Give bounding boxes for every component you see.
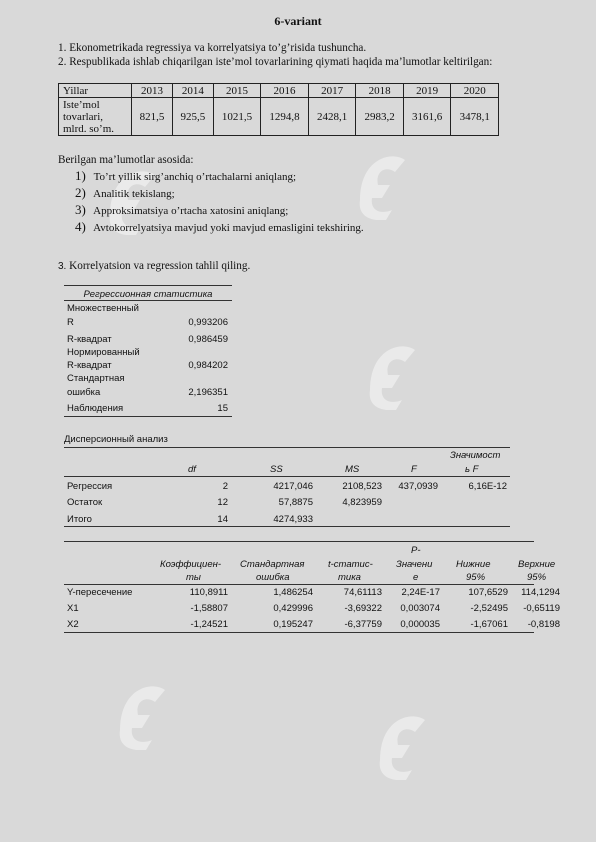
table-cell: -1,67061 (470, 619, 508, 630)
given-text: Berilgan ma’lumotlar asosida: (58, 154, 194, 166)
column-header: е (413, 572, 419, 583)
question-3 (58, 260, 250, 272)
table-cell: 12 (217, 497, 228, 508)
list-item (75, 218, 364, 235)
table-cell: 2,24E-17 (401, 587, 440, 598)
table-cell: 2 (222, 481, 228, 492)
table-cell: 110,8911 (189, 587, 228, 598)
table-cell: 107,6529 (468, 587, 508, 598)
question-1: 1. Ekonometrikada regressiya va korrelyatsiya to’g’risida tushuncha. (58, 42, 367, 54)
column-header: ошибка (256, 572, 290, 583)
task-text: Avtokorrelyatsiya mavjud yoki mavjud emasligini tekshiring. (93, 222, 364, 234)
stat-value: 0,993206 (188, 317, 228, 328)
table-cell: -6,37759 (344, 619, 382, 630)
table-cell: -0,8198 (527, 619, 560, 630)
stat-label: R-квадрат (67, 334, 112, 345)
table-value: 2983,2 (356, 98, 404, 136)
table-year: 2016 (261, 84, 309, 98)
table-cell: 4,823959 (342, 497, 382, 508)
table-cell: 0,000035 (400, 619, 440, 630)
table-cell: -1,58807 (190, 603, 228, 614)
task-list (75, 167, 364, 235)
table-value: 1021,5 (213, 98, 261, 136)
table-value: 821,5 (132, 98, 173, 136)
soff-logo-icon (110, 670, 180, 750)
table-row-label (59, 98, 132, 136)
column-header: F (411, 464, 417, 475)
list-item (75, 201, 364, 218)
stat-value: 2,196351 (188, 387, 228, 398)
list-item (75, 184, 364, 201)
question-2: 2. Respublikada ishlab chiqarilgan iste’mol tovarlarining qiymati haqida ma’lumotlar keltirilgan: (58, 56, 493, 68)
soff-logo-icon (370, 700, 440, 780)
table-value: 925,5 (172, 98, 213, 136)
table-cell: 14 (217, 514, 228, 525)
column-header: Нижние (456, 559, 491, 570)
row-label-line: Iste’mol (63, 98, 100, 111)
table-cell: -0,65119 (523, 603, 560, 614)
task-number: 1) (75, 168, 86, 183)
stat-value: 15 (217, 403, 228, 414)
table-year: 2014 (172, 84, 213, 98)
column-header: Значени (396, 559, 433, 570)
table-value: 3478,1 (451, 98, 499, 136)
table-cell: 1,486254 (273, 587, 313, 598)
table-cell: 6,16E-12 (468, 481, 507, 492)
table-year: 2013 (132, 84, 173, 98)
column-header: тика (338, 572, 361, 583)
question-3-text: Korrelyatsion va regression tahlil qiling. (69, 260, 251, 272)
table-value: 2428,1 (308, 98, 356, 136)
task-text: Approksimatsiya o’rtacha xatosini aniqlang; (93, 205, 289, 217)
table-year: 2020 (451, 84, 499, 98)
table-row: X1 (67, 603, 79, 614)
task-text: To’rt yillik sirg’anchiq o’rtachalarni aniqlang; (93, 171, 297, 183)
years-table (58, 83, 499, 136)
table-cell: 0,003074 (400, 603, 440, 614)
table-cell: 57,8875 (278, 497, 313, 508)
column-header: P- (411, 545, 421, 556)
table-value: 3161,6 (403, 98, 451, 136)
table-cell: 2108,523 (342, 481, 382, 492)
task-number: 2) (75, 185, 86, 200)
column-header: 95% (527, 572, 547, 583)
table-cell: 74,61113 (343, 587, 382, 598)
column-header: Верхние (518, 559, 556, 570)
table-cell: 0,429996 (273, 603, 313, 614)
table-row: Регрессия (67, 481, 113, 492)
table-year: 2017 (308, 84, 356, 98)
task-text: Analitik tekislang; (93, 188, 175, 200)
stat-label: Нормированный (67, 347, 140, 358)
table-cell: 437,0939 (398, 481, 438, 492)
column-header: MS (345, 464, 360, 475)
column-header: Стандартная (240, 559, 305, 570)
table-cell: 0,195247 (273, 619, 313, 630)
stat-value: 0,986459 (188, 334, 228, 345)
table-row: Y-пересечение (67, 587, 133, 598)
question-3-number: 3. (58, 261, 67, 272)
task-number: 4) (75, 219, 86, 234)
stat-label: Наблюдения (67, 403, 124, 414)
table-row: Остаток (67, 497, 103, 508)
column-header: SS (270, 464, 283, 475)
row-label-line: tovarlari, (63, 110, 104, 123)
table-year: 2019 (403, 84, 451, 98)
stat-value: 0,984202 (188, 360, 228, 371)
table-row: X2 (67, 619, 79, 630)
column-header: df (188, 464, 196, 475)
soff-logo-icon (360, 330, 430, 410)
column-header: ь F (465, 464, 479, 475)
stat-label: ошибка (67, 387, 101, 398)
column-header: Коэффициен- (160, 559, 221, 570)
column-header: t-статис- (328, 559, 373, 570)
stat-label: R (67, 317, 74, 328)
row-label-line: mlrd. so’m. (63, 122, 115, 135)
list-item (75, 167, 364, 184)
page-title: 6-variant (274, 14, 322, 28)
table-header-label: Yillar (59, 84, 132, 98)
table-cell: -3,69322 (344, 603, 382, 614)
anova-title: Дисперсионный анализ (64, 434, 168, 445)
table-cell: 4274,933 (273, 514, 313, 525)
column-header: ты (186, 572, 201, 583)
table-cell: 4217,046 (273, 481, 313, 492)
table-cell: -2,52495 (470, 603, 508, 614)
stat-label: Множественный (67, 303, 139, 314)
table-cell: -1,24521 (190, 619, 228, 630)
column-header: Значимост (450, 450, 501, 461)
stat-label: Стандартная (67, 373, 125, 384)
column-header: 95% (466, 572, 486, 583)
table-cell: 114,1294 (521, 587, 560, 598)
table-year: 2018 (356, 84, 404, 98)
stat-label: R-квадрат (67, 360, 112, 371)
task-number: 3) (75, 202, 86, 217)
table-year: 2015 (213, 84, 261, 98)
regression-stats-title: Регрессионная статистика (83, 289, 213, 300)
table-value: 1294,8 (261, 98, 309, 136)
table-row: Итого (67, 514, 92, 525)
